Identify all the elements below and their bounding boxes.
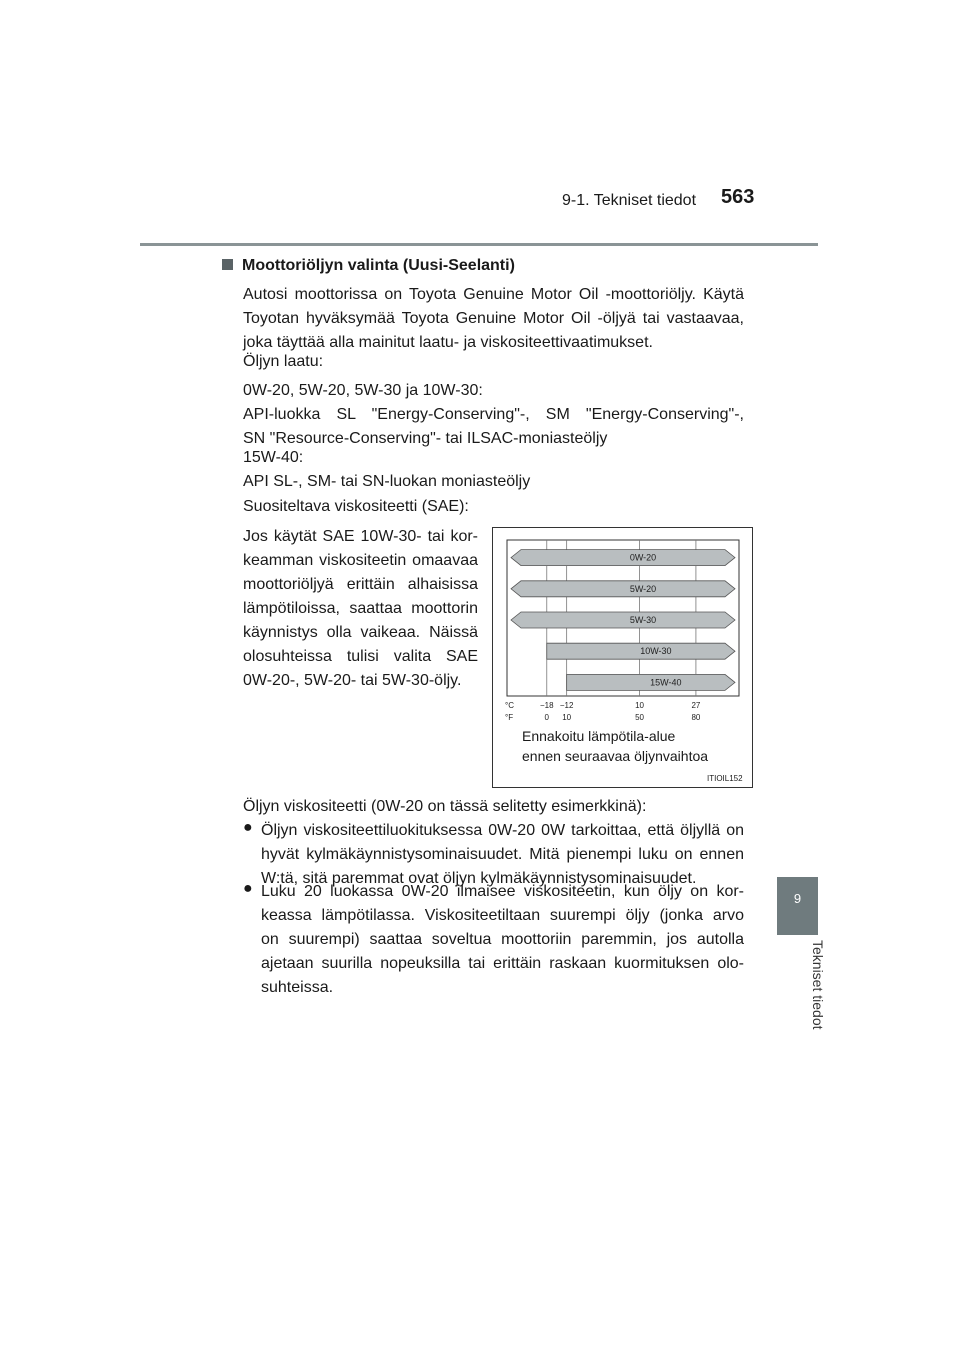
cold-note-line: lämpötiloissa, saattaa moottorin <box>243 600 478 617</box>
grade2-line: 15W-40: <box>243 449 304 466</box>
grade1-line: SN "Resource-Conserving"- tai ILSAC-moniasteöljy <box>243 430 608 447</box>
range-bar-label: 10W-30 <box>640 646 672 657</box>
fahrenheit-tick-label: 50 <box>635 713 645 722</box>
section-heading-text: Moottoriöljyn valinta (Uusi-Seelanti) <box>242 257 515 274</box>
bullet-paragraph <box>261 880 744 1000</box>
cold-note-line: keamman viskositeetin omaavaa <box>243 552 478 569</box>
range-bar-5w-20 <box>511 581 735 597</box>
intro-line: Toyotan hyväksymää Toyota Genuine Motor Oil -öljyä tai vastaavaa, <box>243 310 744 327</box>
chapter-tab[interactable] <box>777 877 818 935</box>
chart-caption <box>522 726 708 766</box>
chart-caption-line: ennen seuraavaa öljynvaihtoa <box>522 748 709 764</box>
cold-note-line: 0W-20-, 5W-20- tai 5W-30-öljy. <box>243 672 462 689</box>
bullet-line: Luku 20 luokassa 0W-20 ilmaisee viskositeetin, kun öljy on kor- <box>261 883 744 900</box>
range-bar-label: 5W-20 <box>629 583 657 594</box>
quality-label: Öljyn laatu: <box>243 353 324 370</box>
grade1-line: API-luokka SL "Energy-Conserving"-, SM "Energy-Conserving"-, <box>243 406 744 423</box>
grade1-block <box>243 379 744 451</box>
range-bar-5w-30 <box>511 612 735 628</box>
cold-note-line: moottoriöljyä erittäin alhaisissa <box>243 576 478 593</box>
chapter-number: 9 <box>793 891 802 906</box>
bullet-line: keassa lämpötilassa. Viskositeetiltaan suurempi öljy (jonka arvo <box>261 907 744 924</box>
celsius-unit-label: °C <box>505 701 514 710</box>
celsius-tick-label: −18 <box>539 701 554 710</box>
running-header-section: 9-1. Tekniset tiedot <box>562 192 697 209</box>
header-divider <box>140 243 818 246</box>
bullet-line: W:tä, sitä paremmat ovat öljyn kylmäkäynnistysominaisuudet. <box>261 870 697 887</box>
bullet-icon: ● <box>243 819 253 836</box>
figure-code: ITIOIL152 <box>707 774 743 783</box>
bullet-line: suhteissa. <box>261 979 334 996</box>
fahrenheit-tick-label: 80 <box>691 713 701 722</box>
fahrenheit-tick-label: 0 <box>544 713 549 722</box>
fahrenheit-unit-label: °F <box>505 713 514 722</box>
range-bar-label: 15W-40 <box>650 677 682 688</box>
page-number: 563 <box>721 186 755 208</box>
section-heading <box>222 254 515 278</box>
chart-caption-line: Ennakoitu lämpötila-alue <box>522 728 676 744</box>
square-bullet-icon <box>222 259 233 270</box>
bullet-line: ajetaan suurilla nopeuksilla tai erittäin raskaan kuormituksen olo- <box>261 955 744 972</box>
range-bar-label: 0W-20 <box>629 552 657 563</box>
bullet-line: hyvät kylmäkäynnistysominaisuudet. Mitä pienempi luku on ennen <box>261 846 744 863</box>
bullet-line: Öljyn viskositeettiluokituksessa 0W-20 0W tarkoittaa, että öljyllä on <box>261 822 744 839</box>
celsius-tick-label: 27 <box>691 701 701 710</box>
intro-line: joka täyttää alla mainitut laatu- ja viskositeettivaatimukset. <box>243 334 653 351</box>
cold-note-line: olosuhteissa tulisi valita SAE <box>243 648 478 665</box>
cold-start-note <box>243 525 478 693</box>
bullet-line: on suurempi) saattaa soveltua moottoriin paremmin, jos autolla <box>261 931 744 948</box>
celsius-tick-label: 10 <box>635 701 645 710</box>
range-bar-label: 5W-30 <box>629 615 657 625</box>
recommended-label: Suositeltava viskositeetti (SAE): <box>243 498 469 515</box>
viscosity-intro: Öljyn viskositeetti (0W-20 on tässä selitetty esimerkkinä): <box>243 798 647 815</box>
grade1-line: 0W-20, 5W-20, 5W-30 ja 10W-30: <box>243 382 483 399</box>
cold-note-line: käynnistys olla vaikeaa. Näissä <box>243 624 478 641</box>
fahrenheit-tick-label: 10 <box>562 713 572 722</box>
grade2-line: API SL-, SM- tai SN-luokan moniasteöljy <box>243 473 531 490</box>
grade2-block <box>243 446 744 494</box>
range-bar-0w-20 <box>511 550 735 566</box>
celsius-tick-label: −12 <box>559 701 574 710</box>
bullet-icon: ● <box>243 880 253 897</box>
intro-line: Autosi moottorissa on Toyota Genuine Motor Oil -moottoriöljy. Käytä <box>243 286 744 303</box>
chapter-label: Tekniset tiedot <box>810 940 826 1030</box>
cold-note-line: Jos käytät SAE 10W-30- tai kor- <box>243 528 478 545</box>
intro-paragraph <box>243 283 744 355</box>
